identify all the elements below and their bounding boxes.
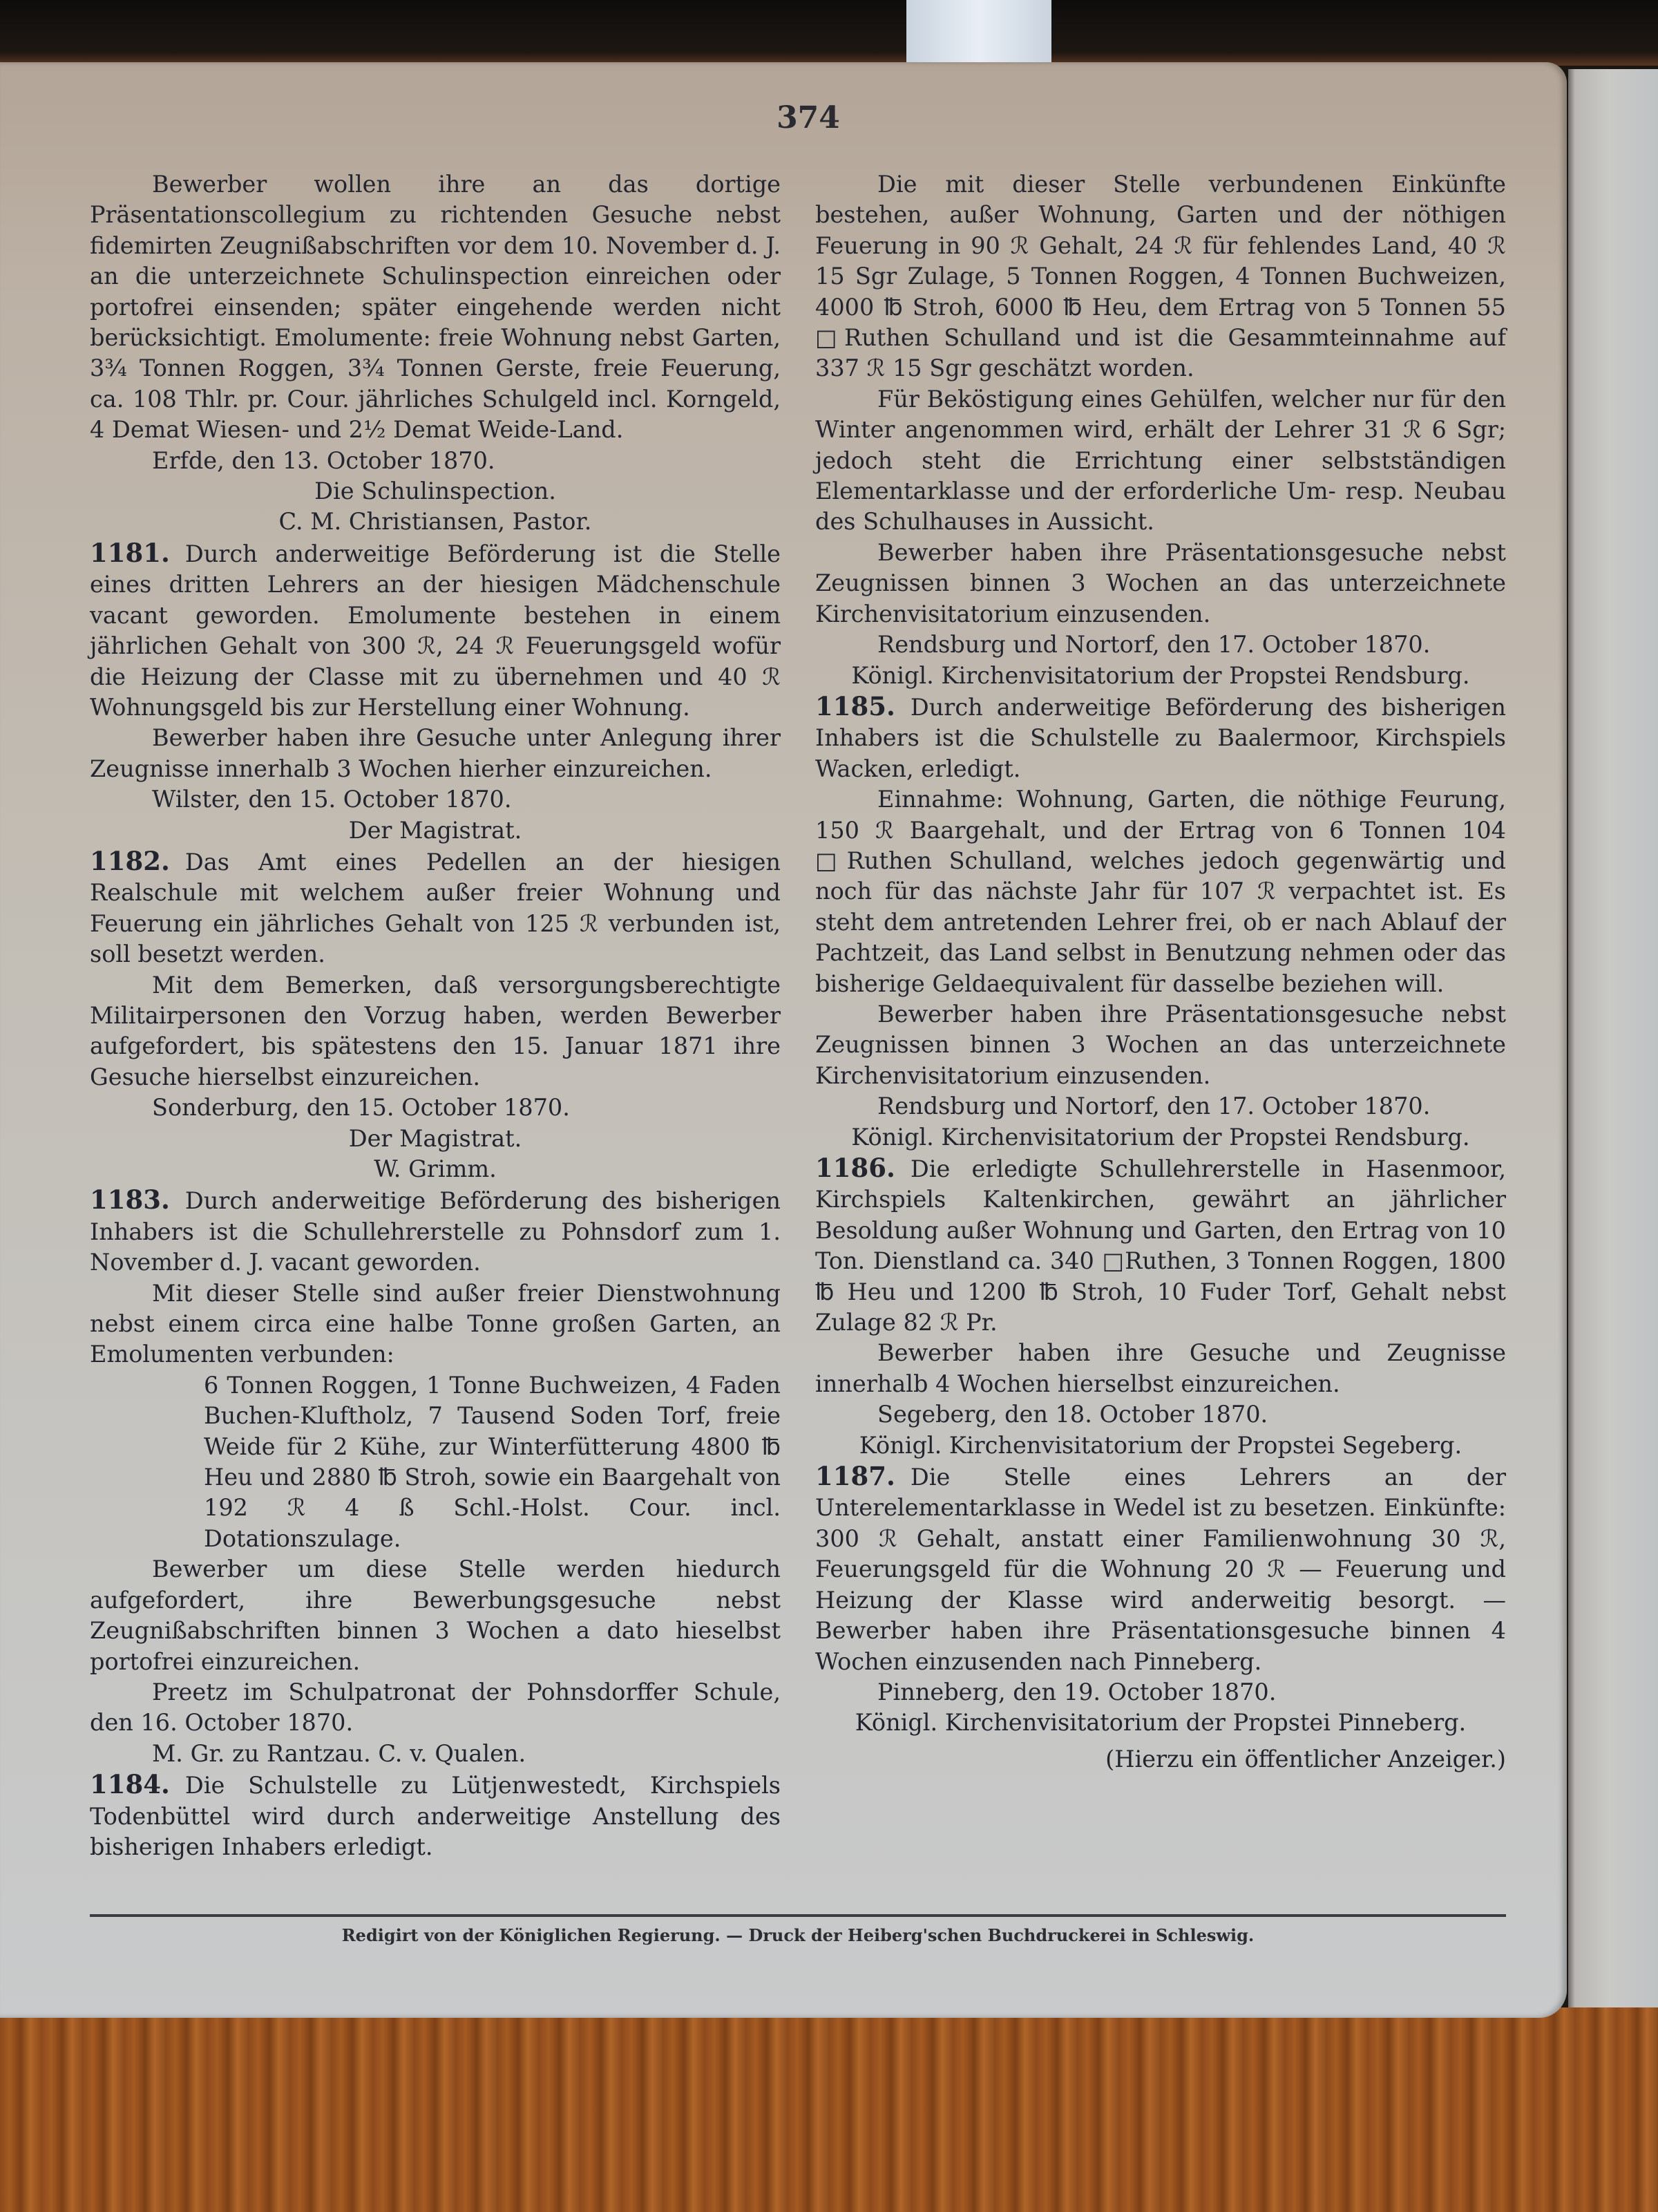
signature: Der Magistrat. [348,816,522,844]
paragraph: Bewerber haben ihre Präsentationsgesuche nebst Zeugnissen binnen 3 Wochen an das unterzeichnete Kirchenvisitatorium einzusenden. [815,538,1506,627]
paragraph: Bewerber um diese Stelle werden hiedurch aufgefordert, ihre Bewerbungsgesuche nebst Zeugnißabschriften binnen 3 Wochen a dato hieselbst portofrei einzureichen. [90,1556,781,1675]
right-column [815,169,1506,1775]
entry-number: 1181. [90,537,170,568]
paragraph: Für Beköstigung eines Gehülfen, welcher nur für den Winter angenommen wird, erhält der Lehrer 31 ℛ 6 Sgr; jedoch steht die Errichtung einer selbstständigen Elementarklasse und der erforderliche Um- resp. Neubau des Schulhauses in Aussicht. [815,385,1506,536]
place-date: Rendsburg und Nortorf, den 17. October 1870. [877,1093,1431,1120]
paragraph: Preetz im Schulpatronat der Pohnsdorffer Schule, den 16. October 1870. [90,1678,781,1737]
paragraph: Bewerber haben ihre Gesuche und Zeugnisse innerhalb 4 Wochen hierselbst einzureichen. [815,1339,1506,1397]
entry-number: 1184. [90,1769,170,1800]
supplement-note: (Hierzu ein öffentlicher Anzeiger.) [1105,1745,1506,1773]
signature: W. Grimm. [374,1155,497,1182]
entry-text: Die Schulstelle zu Lütjenwestedt, Kirchspiels Todenbüttel wird durch anderweitige Anstellung des bisherigen Inhabers erledigt. [90,1772,781,1860]
signature: Königl. Kirchenvisitatorium der Propstei Rendsburg. [851,661,1470,689]
notice-entry [90,846,781,970]
signature: Königl. Kirchenvisitatorium der Propstei Pinneberg. [855,1709,1467,1737]
signature: Königl. Kirchenvisitatorium der Propstei Rendsburg. [851,1123,1470,1151]
notice-entry [815,1461,1506,1677]
notice-entry [90,1769,781,1862]
background-top [0,0,1658,66]
signature: Königl. Kirchenvisitatorium der Propstei Segeberg. [859,1431,1462,1459]
entry-text: Die erledigte Schullehrerstelle in Hasenmoor, Kirchspiels Kaltenkirchen, gewährt an jährlicher Besoldung außer Wohnung und Garten, den Ertrag von 10 Ton. Dienstland ca. 340 □Ruthen, 3 Tonnen Roggen, 1800 ℔ Heu und 1200 ℔ Stroh, 10 Fuder Torf, Gehalt nebst Zulage 82 ℛ Pr. [815,1155,1506,1336]
left-column [90,169,781,1862]
notice-entry [815,1153,1506,1338]
notice-entry [90,538,781,723]
adjacent-page-edge [1568,69,1658,2073]
signature: C. M. Christiansen, Pastor. [278,508,592,536]
footer-rule [90,1914,1506,1917]
entry-text: Die Stelle eines Lehrers an der Unterelementarklasse in Wedel ist zu besetzen. Einkünfte: 300 ℛ Gehalt, anstatt einer Familienwohnung 30 ℛ, Feuerungsgeld für die Wohnung 20 ℛ — Feuerung und Heizung der Klasse wird anderweitig besorgt. — Bewerber haben ihre Präsentationsgesuche binnen 4 Wochen einzusenden nach Pinneberg. [815,1464,1506,1675]
notice-entry [90,1184,781,1278]
signature: Die Schulinspection. [314,478,556,505]
paragraph: Einnahme: Wohnung, Garten, die nöthige Feurung, 150 ℛ Baargehalt, und der Ertrag von 6 Tonnen 104 □Ruthen Schulland, welches jedoch gegenwärtig und noch für das nächste Jahr für 107 ℛ verpachtet ist. Es steht dem antretenden Lehrer frei, ob er nach Ablauf der Pachtzeit, das Land selbst in Benutzung nehmen oder das bisherige Geldaequivalent für dasselbe beziehen will. [815,786,1506,997]
place-date: M. Gr. zu Rantzau. C. v. Qualen. [152,1739,526,1767]
entry-number: 1186. [815,1153,895,1183]
entry-number: 1183. [90,1184,170,1216]
place-date: Pinneberg, den 19. October 1870. [877,1678,1277,1705]
emoluments-list: 6 Tonnen Roggen, 1 Tonne Buchweizen, 4 Faden Buchen-Kluftholz, 7 Tausend Soden Torf, freie Weide für 2 Kühe, zur Winterfütterung 4800 ℔ Heu und 2880 ℔ Stroh, sowie ein Baargehalt von 192 ℛ 4 ß Schl.-Holst. Cour. incl. Dotationszulage. [204,1371,781,1552]
place-date: Sonderburg, den 15. October 1870. [152,1094,570,1122]
notice-entry [815,691,1506,784]
paragraph: Bewerber haben ihre Präsentationsgesuche nebst Zeugnissen binnen 3 Wochen an das unterzeichnete Kirchenvisitatorium einzusenden. [815,1000,1506,1089]
place-date: Rendsburg und Nortorf, den 17. October 1870. [877,631,1431,659]
signature: Der Magistrat. [348,1124,522,1152]
entry-text: Durch anderweitige Beförderung des bisherigen Inhabers ist die Schulstelle zu Baalermoor, Kirchspiels Wacken, erledigt. [815,693,1506,782]
entry-number: 1185. [815,690,895,721]
imprint: Redigirt von der Königlichen Regierung. — Druck der Heiberg'schen Buchdruckerei in Schleswig. [341,1925,1255,1945]
entry-text: Durch anderweitige Beförderung ist die Stelle eines dritten Lehrers an der hiesigen Mädchenschule vacant geworden. Emolumente bestehen in einem jährlichen Gehalt von 300 ℛ, 24 ℛ Feuerungsgeld wofür die Heizung der Classe mit zu übernehmen und 40 ℛ Wohnungsgeld bis zur Herstellung einer Wohnung. [90,540,781,721]
background-window [906,0,1051,62]
entry-number: 1182. [90,845,170,876]
place-date: Erfde, den 13. October 1870. [152,446,495,474]
paragraph: Die mit dieser Stelle verbundenen Einkünfte bestehen, außer Wohnung, Garten und der nöthigen Feuerung in 90 ℛ Gehalt, 24 ℛ für fehlendes Land, 40 ℛ 15 Sgr Zulage, 5 Tonnen Roggen, 4 Tonnen Buchweizen, 4000 ℔ Stroh, 6000 ℔ Heu, dem Ertrag von 5 Tonnen 55 □Ruthen Schulland und ist die Gesammteinnahme auf 337 ℛ 15 Sgr geschätzt worden. [815,171,1506,382]
wooden-table [0,2007,1658,2212]
paragraph: Bewerber wollen ihre an das dortige Präsentationscollegium zu richtenden Gesuche nebst fidemirten Zeugnißabschriften vor dem 10. November d. J. an die unterzeichnete Schulinspection einreichen oder portofrei einsenden; später eingehende werden nicht berücksichtigt. Emolumente: freie Wohnung nebst Garten, 3¾ Tonnen Roggen, 3¾ Tonnen Gerste, freie Feuerung, ca. 108 Thlr. pr. Cour. jährliches Schulgeld incl. Korngeld, 4 Demat Wiesen- und 2½ Demat Weide-Land. [90,171,781,444]
paragraph: Mit dem Bemerken, daß versorgungsberechtigte Militairpersonen den Vorzug haben, werden Bewerber aufgefordert, bis spätestens den 15. Januar 1871 ihre Gesuche hierselbst einzureichen. [90,971,781,1090]
entry-text: Durch anderweitige Beförderung des bisherigen Inhabers ist die Schullehrerstelle zu Pohnsdorf zum 1. November d. J. vacant geworden. [90,1187,781,1276]
paragraph: Bewerber haben ihre Gesuche unter Anlegung ihrer Zeugnisse innerhalb 3 Wochen hierher einzureichen. [90,724,781,782]
entry-number: 1187. [815,1461,895,1492]
place-date: Wilster, den 15. October 1870. [152,786,512,813]
entry-text: Das Amt eines Pedellen an der hiesigen Realschule mit welchem außer freier Wohnung und Feuerung ein jährliches Gehalt von 125 ℛ verbunden ist, soll besetzt werden. [90,848,781,968]
page-number: 374 [776,100,840,135]
paragraph: Mit dieser Stelle sind außer freier Dienstwohnung nebst einem circa eine halbe Tonne großen Garten, an Emolumenten verbunden: [90,1279,781,1368]
place-date: Segeberg, den 18. October 1870. [877,1401,1268,1428]
